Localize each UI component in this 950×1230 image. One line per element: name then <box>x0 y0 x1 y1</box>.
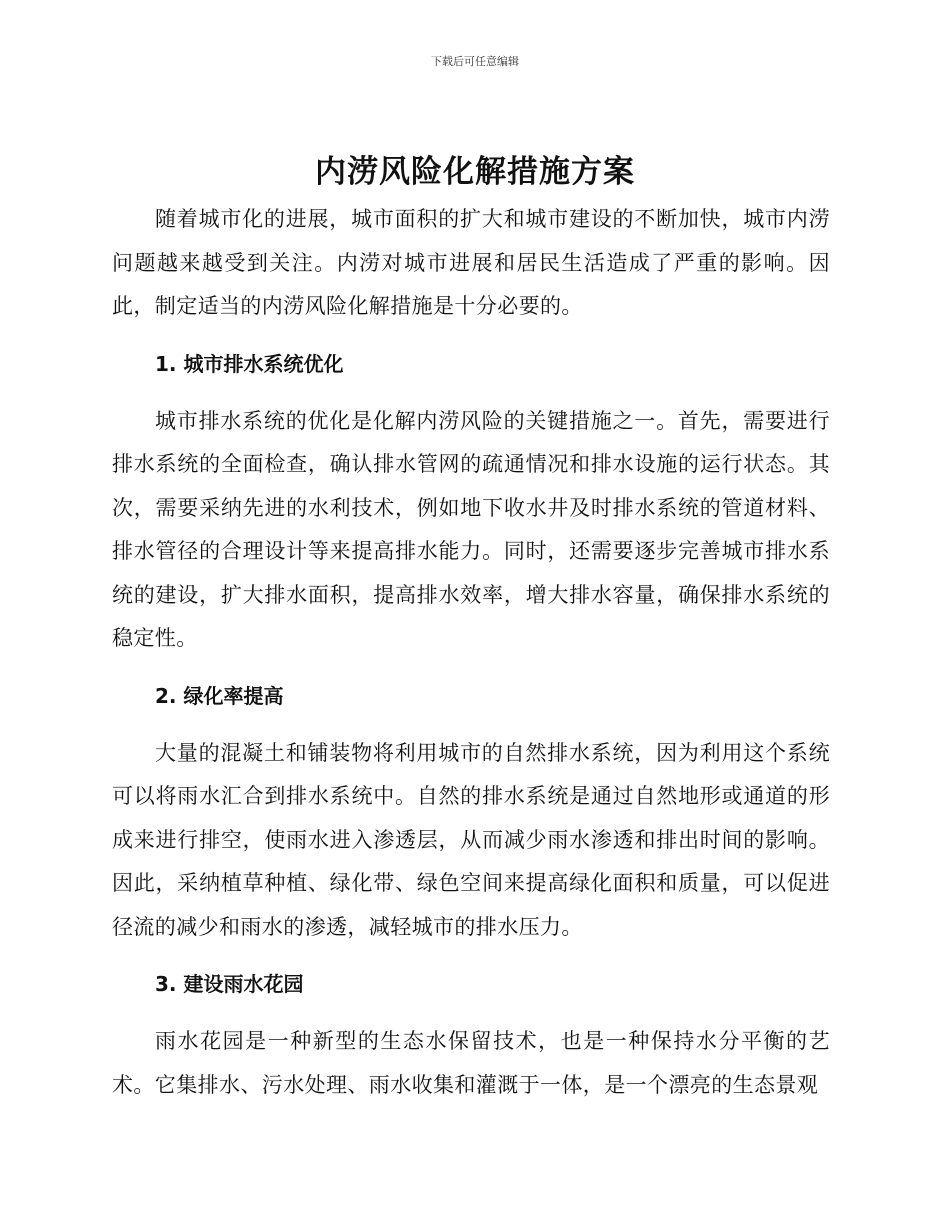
section-body-drainage: 城市排水系统的优化是化解内涝风险的关键措施之一。首先，需要进行排水系统的全面检查，确认排水管网的疏通情况和排水设施的运行状态。其次，需要采纳先进的水利技术，例如地下收水井及时排水系统的管道材料、排水管径的合理设计等来提高排水能力。同时，还需要逐步完善城市排水系统的建设，扩大排水面积，提高排水效率，增大排水容量，确保排水系统的稳定性。 <box>112 408 830 650</box>
section-body-rain-garden: 雨水花园是一种新型的生态水保留技术，也是一种保持水分平衡的艺术。它集排水、污水处理、雨水收集和灌溉于一体，是一个漂亮的生态景观 <box>112 1029 830 1097</box>
header-note: 下载后可任意编辑 <box>431 55 519 68</box>
section-heading-drainage: 1. 城市排水系统优化 <box>155 351 344 376</box>
document-body <box>112 198 830 1107</box>
document-title: 内涝风险化解措施方案 <box>315 154 635 190</box>
intro-paragraph: 随着城市化的进展，城市面积的扩大和城市建设的不断加快，城市内涝问题越来越受到关注。内涝对城市进展和居民生活造成了严重的影响。因此，制定适当的内涝风险化解措施是十分必要的。 <box>112 207 830 318</box>
section-heading-rain-garden: 3. 建设雨水花园 <box>155 972 304 996</box>
section-body-greening: 大量的混凝土和铺装物将利用城市的自然排水系统，因为利用这个系统可以将雨水汇合到排水系统中。自然的排水系统是通过自然地形或通道的形成来进行排空，使雨水进入渗透层，从而减少雨水渗透和排出时间的影响。因此，采纳植草种植、绿化带、绿色空间来提高绿化面积和质量，可以促进径流的减少和雨水的渗透，减轻城市的排水压力。 <box>112 740 830 939</box>
section-heading-greening: 2. 绿化率提高 <box>155 683 284 708</box>
